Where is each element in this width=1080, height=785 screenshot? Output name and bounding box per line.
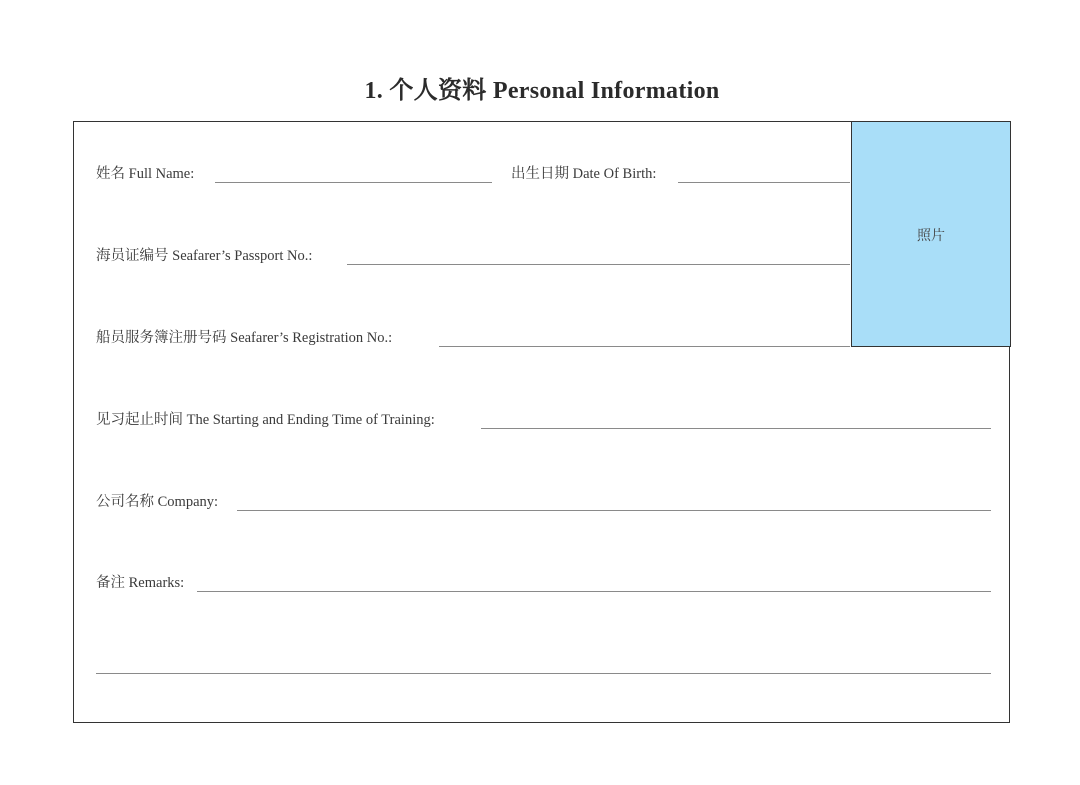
training-time-label: 见习起止时间 The Starting and Ending Time of Training:: [96, 412, 435, 428]
photo-box[interactable]: [851, 121, 1011, 347]
passport-no-label: 海员证编号 Seafarer’s Passport No.:: [96, 248, 313, 264]
remarks-extra-line[interactable]: [96, 673, 991, 674]
full-name-field[interactable]: [215, 182, 492, 183]
registration-no-field[interactable]: [439, 346, 850, 347]
passport-no-field[interactable]: [347, 264, 850, 265]
photo-label: 照片: [917, 229, 945, 244]
full-name-label: 姓名 Full Name:: [96, 166, 195, 182]
company-label: 公司名称 Company:: [96, 494, 219, 510]
date-of-birth-field[interactable]: [678, 182, 850, 183]
date-of-birth-label: 出生日期 Date Of Birth:: [511, 166, 657, 182]
page-title: 1. 个人资料 Personal Information: [364, 78, 720, 104]
company-field[interactable]: [237, 510, 991, 511]
training-time-field[interactable]: [481, 428, 991, 429]
remarks-label: 备注 Remarks:: [96, 575, 185, 591]
registration-no-label: 船员服务簿注册号码 Seafarer’s Registration No.:: [96, 330, 393, 346]
remarks-field[interactable]: [197, 591, 991, 592]
